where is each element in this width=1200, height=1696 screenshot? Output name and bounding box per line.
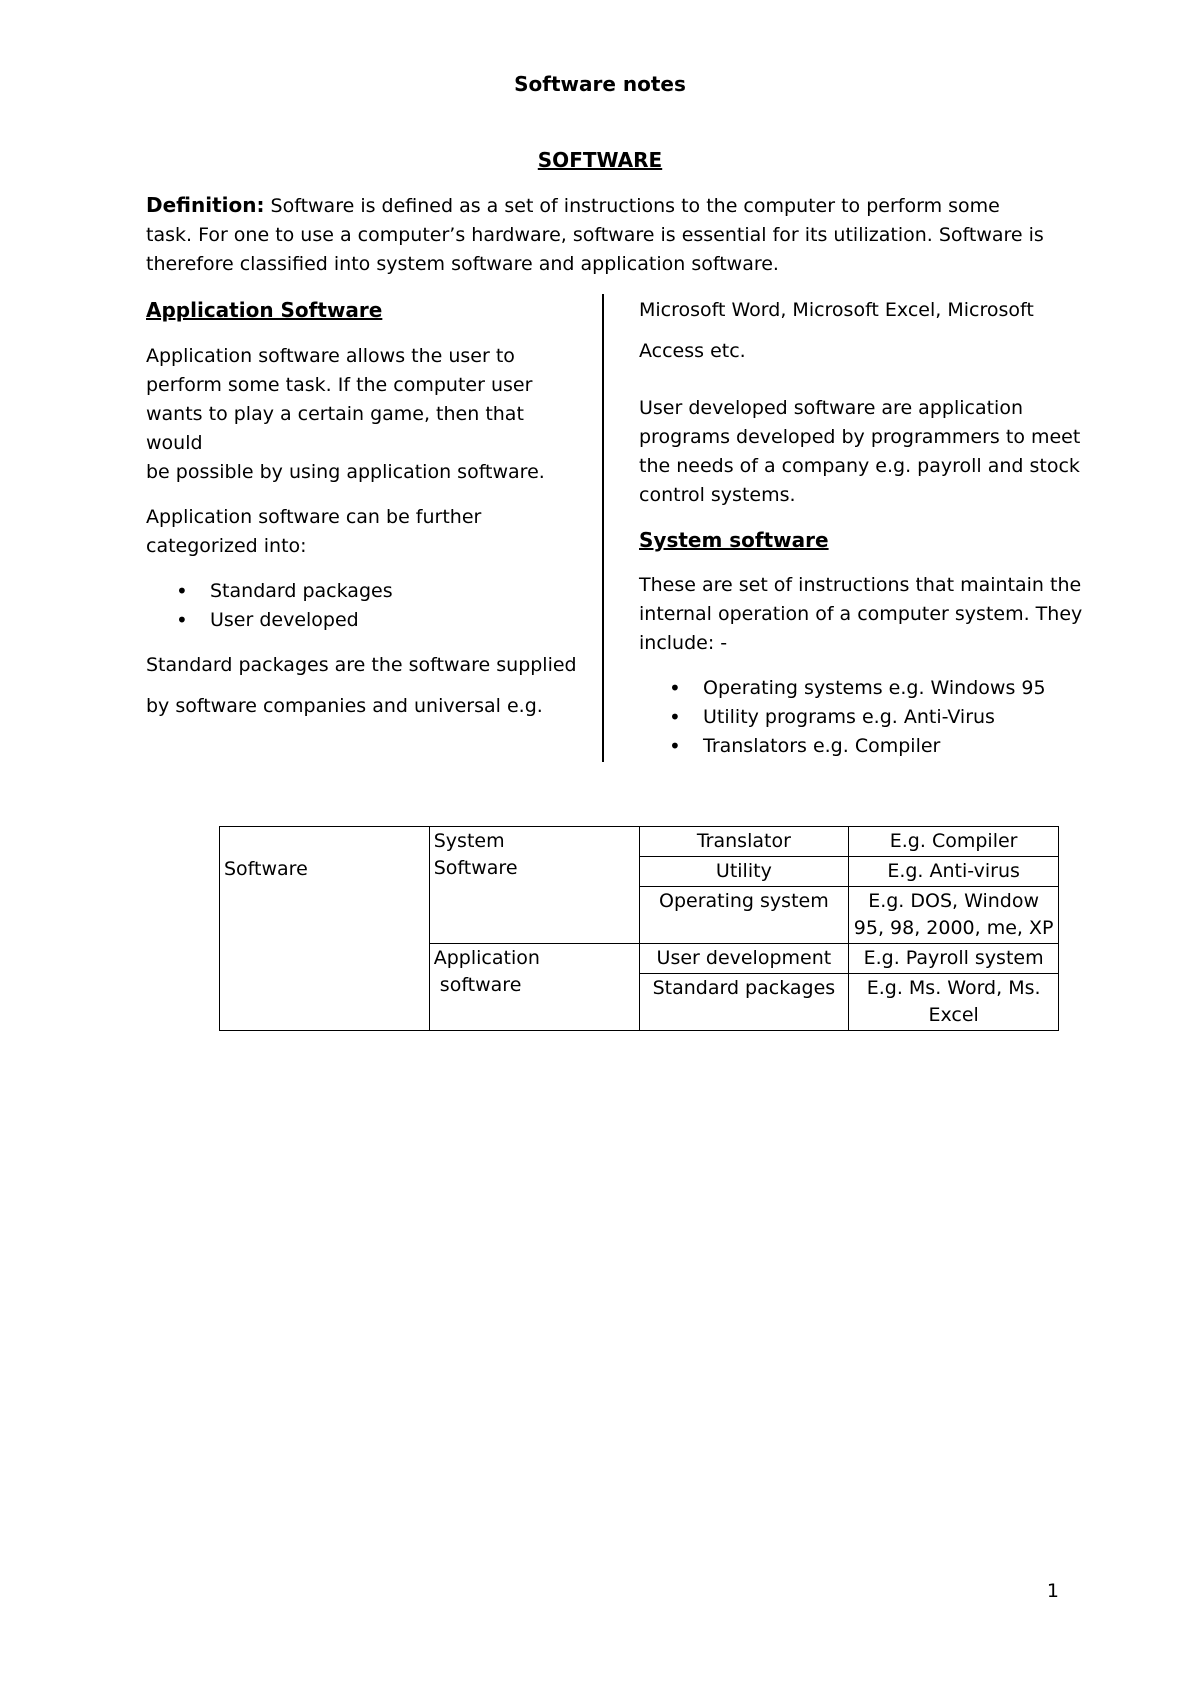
- definition-text: Software is defined as a set of instructions to the computer to perform some task. For one to use a computer’s hardware, software is essential for its utilization. Software is therefore classified into system software and application software.: [146, 195, 1044, 275]
- table-cell-system-software: [429, 827, 639, 944]
- system-software-paragraph: [639, 571, 1099, 658]
- list-item: • Translators e.g. Compiler: [631, 732, 1099, 761]
- list-item: • Utility programs e.g. Anti-Virus: [631, 703, 1099, 732]
- system-software-list: [631, 674, 1099, 761]
- cell-line: E.g. Ms. Word, Ms.: [866, 977, 1041, 999]
- standard-packages-line-1: Standard packages are the software supplied: [146, 654, 577, 676]
- cell-line: Application: [433, 947, 540, 969]
- column-divider: [602, 294, 604, 762]
- left-column: [146, 296, 586, 721]
- text-line: internal operation of a computer system. They: [639, 603, 1083, 625]
- table-cell-software: Software: [220, 827, 430, 1031]
- text-line: User developed software are application: [639, 397, 1023, 419]
- list-item: • User developed: [138, 606, 586, 635]
- cell-line: software: [433, 974, 522, 996]
- text-line: These are set of instructions that maintain the: [639, 574, 1082, 596]
- text-line: be possible by using application software.: [146, 461, 545, 483]
- user-developed-paragraph: [639, 394, 1099, 510]
- table-cell-example: E.g. Anti-virus: [849, 857, 1059, 887]
- text-line: programs developed by programmers to meet: [639, 426, 1081, 448]
- table-cell-example: E.g. Payroll system: [849, 944, 1059, 974]
- categories-paragraph: [146, 503, 586, 561]
- software-classification-table: [219, 826, 1059, 1031]
- text-line: control systems.: [639, 484, 796, 506]
- table-cell-type: User development: [639, 944, 849, 974]
- text-line: perform some task. If the computer user: [146, 374, 533, 396]
- text-line: categorized into:: [146, 535, 307, 557]
- table-cell-application-software: [429, 944, 639, 1031]
- cell-line: System: [433, 830, 505, 852]
- examples-line-1: Microsoft Word, Microsoft Excel, Microsoft: [639, 299, 1034, 321]
- examples-line-2: Access etc.: [639, 340, 746, 362]
- list-item: • Operating systems e.g. Windows 95: [631, 674, 1099, 703]
- page-number: 1: [1046, 1580, 1059, 1602]
- application-software-heading: Application Software: [146, 298, 383, 322]
- document-title: Software notes: [514, 72, 686, 96]
- table-cell-example: [849, 974, 1059, 1031]
- cell-line: 95, 98, 2000, me, XP: [853, 917, 1054, 939]
- cell-line: Excel: [928, 1004, 979, 1026]
- system-software-heading: System software: [639, 528, 829, 552]
- table-cell-example: [849, 887, 1059, 944]
- text-line: Application software can be further: [146, 506, 482, 528]
- cell-line: Software: [433, 857, 518, 879]
- definition-paragraph: [146, 191, 1046, 279]
- text-line: Application software allows the user to: [146, 345, 515, 367]
- table-cell-type: Operating system: [639, 887, 849, 944]
- table-cell-type: Standard packages: [639, 974, 849, 1031]
- definition-label: Definition:: [146, 193, 265, 217]
- application-paragraph: [146, 342, 586, 487]
- section-heading: SOFTWARE: [537, 148, 663, 172]
- text-line: the needs of a company e.g. payroll and stock: [639, 455, 1080, 477]
- category-list: [138, 577, 586, 635]
- text-line: wants to play a certain game, then that would: [146, 403, 524, 454]
- text-line: include: -: [639, 632, 728, 654]
- cell-line: E.g. DOS, Window: [868, 890, 1040, 912]
- right-column: [639, 296, 1099, 761]
- table-row: [220, 827, 1059, 857]
- table-cell-example: E.g. Compiler: [849, 827, 1059, 857]
- standard-packages-line-2: by software companies and universal e.g.: [146, 695, 543, 717]
- list-item: • Standard packages: [138, 577, 586, 606]
- table-cell-type: Utility: [639, 857, 849, 887]
- table-cell-type: Translator: [639, 827, 849, 857]
